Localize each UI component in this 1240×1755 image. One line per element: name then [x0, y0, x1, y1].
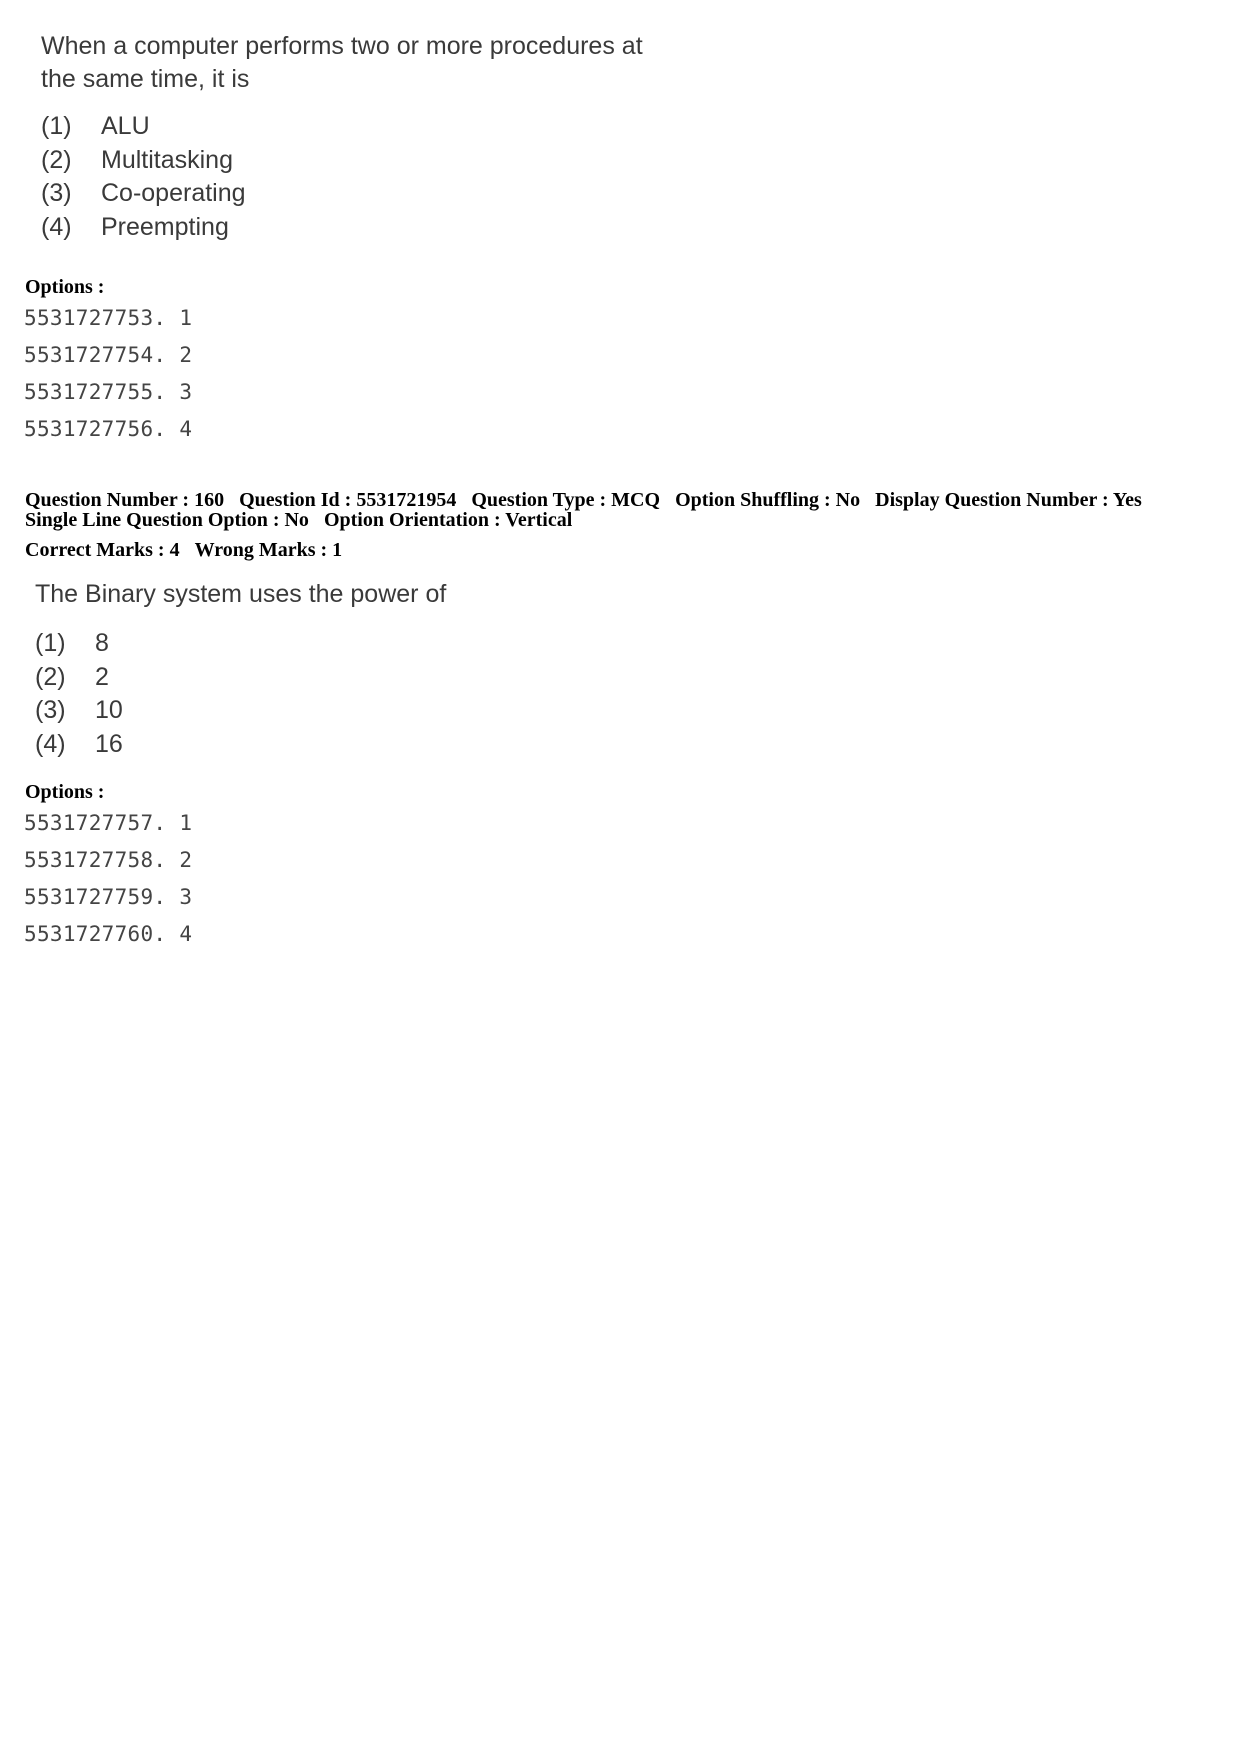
option-id-row: 5531727755. 3 [24, 380, 193, 404]
answer-choice [41, 110, 643, 144]
answer-choice-number: (3) [35, 696, 66, 724]
options-heading: Options : [25, 781, 105, 803]
option-id-list [24, 805, 192, 953]
answer-choice-number: (2) [35, 662, 66, 691]
options-heading: Options : [25, 276, 105, 298]
option-id-row: 5531727760. 4 [24, 922, 193, 946]
answer-choice-text: Co-operating [101, 179, 246, 207]
question-image-q159 [41, 30, 643, 244]
question-meta-line [25, 510, 572, 530]
answer-choice-text: 2 [95, 662, 109, 691]
answer-choice-number: (3) [41, 179, 72, 207]
answer-choice-text: 8 [95, 629, 109, 657]
answer-choice-text: Multitasking [101, 145, 233, 174]
marks-line [25, 540, 342, 560]
answer-choice-text: 16 [95, 729, 123, 758]
option-id-row: 5531727754. 2 [24, 343, 193, 367]
answer-choice-number: (4) [41, 212, 72, 241]
answer-choice [35, 627, 446, 661]
answer-choice-number: (1) [35, 629, 66, 657]
option-id-row: 5531727753. 1 [24, 306, 193, 330]
answer-choice-number: (1) [41, 112, 72, 140]
option-id-row: 5531727756. 4 [24, 417, 193, 441]
answer-choice-text: ALU [101, 112, 150, 140]
question-stem-line: The Binary system uses the power of [35, 580, 447, 608]
single-line-question-option: Single Line Question Option : No [25, 509, 309, 531]
question-id: Question Id : 5531721954 [239, 489, 457, 511]
answer-choice-text: Preempting [101, 212, 229, 241]
option-id-row: 5531727757. 1 [24, 811, 193, 835]
answer-choice-number: (4) [35, 729, 66, 758]
answer-choice-number: (2) [41, 145, 72, 174]
question-stem [35, 578, 446, 611]
answer-choice-list [41, 110, 643, 244]
answer-choice [35, 728, 446, 762]
wrong-marks: Wrong Marks : 1 [194, 539, 343, 561]
question-number: Question Number : 160 [25, 489, 225, 511]
answer-choice [41, 144, 643, 178]
question-meta-line [25, 490, 1142, 510]
answer-choice [35, 694, 446, 728]
option-id-row: 5531727758. 2 [24, 848, 193, 872]
correct-marks: Correct Marks : 4 [25, 539, 180, 561]
option-orientation: Option Orientation : Vertical [323, 509, 573, 531]
option-shuffling: Option Shuffling : No [675, 489, 861, 511]
question-image-q160 [35, 578, 446, 761]
answer-choice-text: 10 [95, 696, 123, 724]
question-type: Question Type : MCQ [471, 489, 661, 511]
answer-choice [41, 211, 643, 245]
display-question-number: Display Question Number : Yes [875, 489, 1142, 511]
option-id-row: 5531727759. 3 [24, 885, 193, 909]
question-stem [41, 30, 643, 96]
option-id-list [24, 300, 192, 448]
answer-choice-list [35, 627, 446, 761]
question-stem-line: the same time, it is [41, 65, 250, 93]
question-stem-line: When a computer performs two or more procedures at [41, 32, 643, 60]
answer-choice [41, 177, 643, 211]
answer-choice [35, 661, 446, 695]
